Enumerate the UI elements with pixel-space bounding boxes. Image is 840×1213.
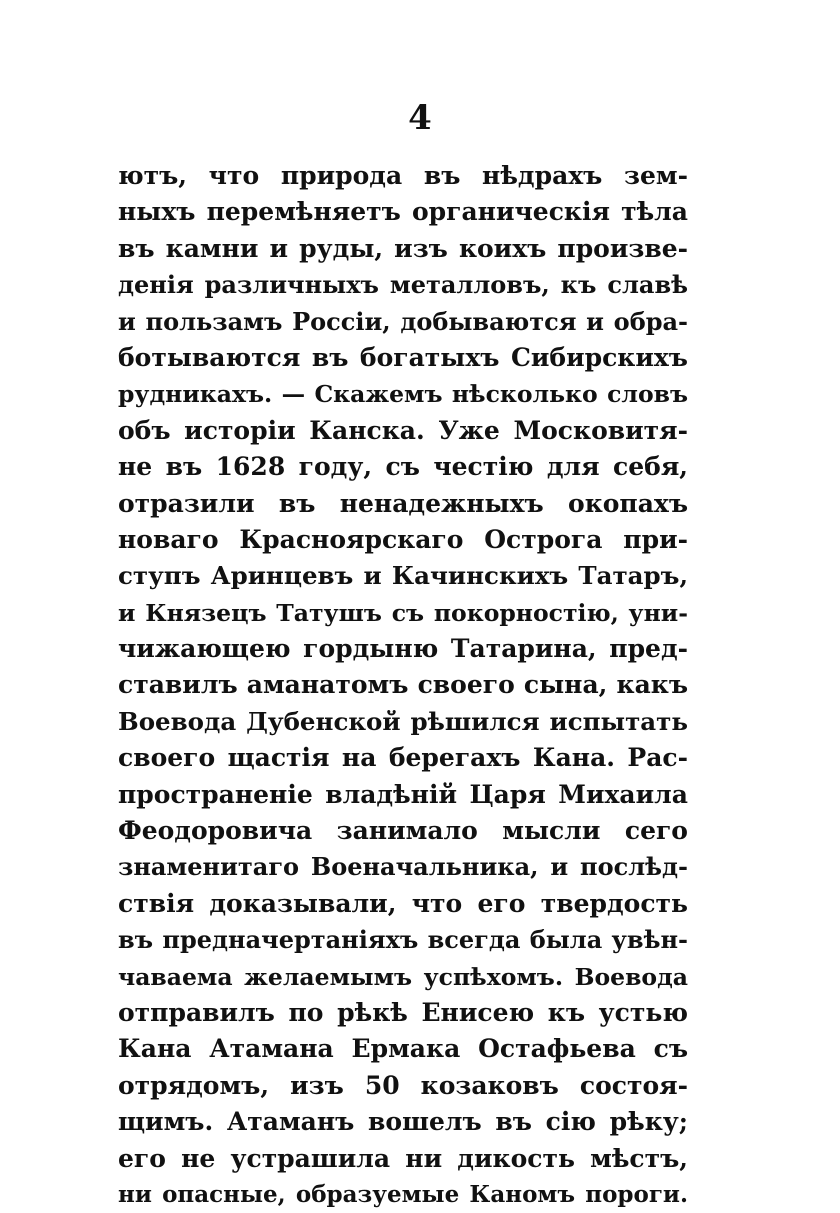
text-line: отразили въ ненадежныхъ окопахъ <box>118 488 688 518</box>
text-line: въ предначертаніяхъ всегда была увѣн- <box>118 925 688 955</box>
text-line: въ камни и руды, изъ коихъ произве- <box>118 233 688 263</box>
text-line: денія различныхъ металловъ, къ славѣ <box>118 270 688 300</box>
text-line: и пользамъ Россіи, добываются и обра- <box>118 306 688 336</box>
text-line: чижающею гордыню Татарина, пред- <box>118 634 688 664</box>
text-line: чаваема желаемымъ успѣхомъ. Воевода <box>118 962 688 991</box>
text-line: новаго Красноярскаго Острога при- <box>118 524 688 554</box>
page-text <box>118 158 688 1213</box>
text-line: щимъ. Атаманъ вошелъ въ сію рѣку; <box>118 1107 688 1137</box>
page-number: 4 <box>408 98 432 138</box>
text-line: пространеніе владѣній Царя Михаила <box>118 779 688 809</box>
text-line: ютъ, что природа въ нѣдрахъ зем- <box>118 161 688 190</box>
text-line: не въ 1628 году, съ честію для себя, <box>118 452 688 482</box>
text-line: Кана Атамана Ермака Остафьева съ <box>118 1034 688 1064</box>
text-line: Воевода Дубенской рѣшился испытать <box>118 706 688 736</box>
text-line: ни опасные, образуемые Каномъ пороги. <box>118 1180 688 1208</box>
text-line: объ исторіи Канска. Уже Московитя- <box>118 415 688 445</box>
text-line: ступъ Аринцевъ и Качинскихъ Татаръ, <box>118 561 688 591</box>
text-line: и Князецъ Татушъ съ покорностію, уни- <box>118 598 688 627</box>
text-line: ствія доказывали, что его твердость <box>118 888 688 918</box>
text-line: его не устрашила ни дикость мѣстъ, <box>118 1143 688 1173</box>
text-line: знаменитаго Военачальника, и послѣд- <box>118 852 688 882</box>
text-line: рудникахъ. — Скажемъ нѣсколько словъ <box>118 380 688 409</box>
text-line: ставилъ аманатомъ своего сына, какъ <box>118 670 688 700</box>
text-line: отрядомъ, изъ 50 козаковъ состоя- <box>118 1070 688 1100</box>
text-line: Феодоровича занимало мысли сего <box>118 816 688 846</box>
text-line: своего щастія на берегахъ Кана. Рас- <box>118 743 688 773</box>
text-line: ныхъ перемѣняетъ органическія тѣла <box>118 197 688 227</box>
text-line: отправилъ по рѣкѣ Енисею къ устью <box>118 997 688 1027</box>
text-line: ботываются въ богатыхъ Сибирскихъ <box>118 342 688 372</box>
